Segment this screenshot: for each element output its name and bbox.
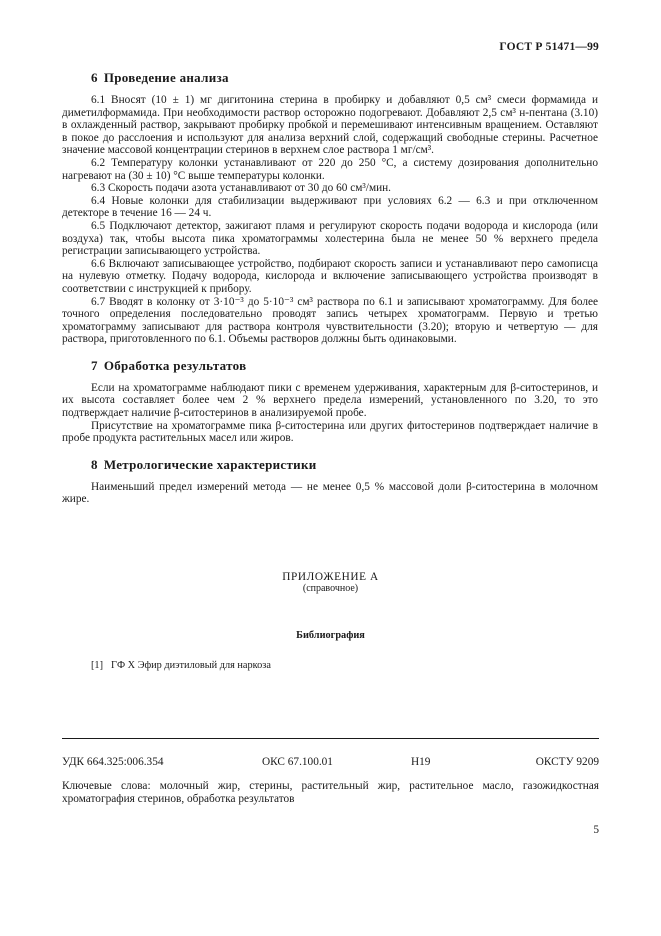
- paragraph-6-7: 6.7 Вводят в колонку от 3·10⁻³ до 5·10⁻³ см³ раствора по 6.1 и записывают хроматограмму. Для более точного определения последовательно проводят запись четырех хроматограмм. Первую и третью хроматограмму записывают для раствора контроля чувствительности (3.20); вторую и четвертую — для раствора, приготовленного по 6.1. Объемы растворов должны быть одинаковыми.: [62, 295, 598, 346]
- spacer: [62, 374, 598, 382]
- standard-header: ГОСТ Р 51471—99: [499, 41, 599, 53]
- paragraph-6-1: 6.1 Вносят (10 ± 1) мг дигитонина стерина в пробирку и добавляют 0,5 см³ смеси формамида и диметилформамида. При необходимости раствор осторожно подогревают. Добавляют 2,5 см³ н-пентана (3.10) в охлажденный раствор, закрывают пробирку пробкой и перемешивают интенсивным вращением. Оставляют в покое до расслоения и используют для анализа верхний слой, содержащий свободные стерины. Расчетное значение массовой концентрации стеринов в верхнем слое раствора 1 мг/см³.: [62, 94, 598, 157]
- paragraph-6-6: 6.6 Включают записывающее устройство, подбирают скорость записи и устанавливают перо самописца на нулевую отметку. Подачу водорода, кислорода и включение записывающего устройства производят в соответствии с инструкцией к прибору.: [62, 257, 598, 295]
- spacer: [62, 473, 598, 481]
- paragraph-7-1: Если на хроматограмме наблюдают пики с временем удерживания, характерным для β-ситостеринов, и их высота составляет более чем 2 % верхнего предела измерений, установленного по 3.20, то это подтверждает наличие β-ситостеринов в анализируемой пробе.: [62, 381, 598, 420]
- bibliography-entry-text: ГФ Х Эфир диэтиловый для наркоза: [111, 660, 271, 671]
- spacer: [62, 445, 598, 457]
- bibliography-entry: [91, 660, 279, 671]
- section-7-title: Обработка результатов: [103, 357, 247, 373]
- section-8-title: Метрологические характеристики: [103, 456, 317, 472]
- section-7-heading: [62, 358, 598, 374]
- oks-code: ОКС 67.100.01: [262, 756, 333, 768]
- appendix-heading: [0, 571, 661, 594]
- spacer: [62, 346, 598, 358]
- section-8-heading: [62, 457, 598, 473]
- section-6-title: Проведение анализа: [103, 70, 229, 85]
- bibliography-title: Библиография: [296, 630, 365, 641]
- section-7-number: 7: [91, 357, 98, 373]
- paragraph-6-2: 6.2 Температуру колонки устанавливают от 220 до 250 °С, а систему дозирования дополнительно нагревают на (30 ± 10) °С выше температуры колонки.: [62, 156, 598, 182]
- paragraph-7-2: Присутствие на хроматограмме пика β-ситостерина или других фитостеринов подтверждает наличие в пробе продукта растительных масел или жиров.: [62, 419, 598, 445]
- spacer: [62, 86, 598, 94]
- paragraph-6-3: 6.3 Скорость подачи азота устанавливают от 30 до 60 см³/мин.: [91, 182, 392, 195]
- udk-code: УДК 664.325:006.354: [62, 756, 164, 768]
- footer-divider: [62, 738, 599, 739]
- section-8-number: 8: [91, 456, 98, 472]
- paragraph-6-4: 6.4 Новые колонки для стабилизации выдерживают при условиях 6.2 — 6.3 и при отключенном детекторе в течение 16 — 24 ч.: [62, 194, 598, 220]
- page-number: 5: [593, 824, 599, 836]
- okstu-code: ОКСТУ 9209: [535, 756, 599, 768]
- section-6-heading: [62, 70, 598, 86]
- group-code: Н19: [411, 756, 431, 768]
- document-body: [62, 70, 598, 506]
- section-6-number: 6: [91, 70, 98, 85]
- appendix-subtitle: (справочное): [302, 583, 359, 594]
- bibliography-entry-number: [1]: [91, 660, 104, 671]
- keywords: Ключевые слова: молочный жир, стерины, растительный жир, растительное масло, газожидкостная хроматография стеринов, обработка результатов: [62, 780, 599, 805]
- paragraph-8-1: Наименьший предел измерений метода — не менее 0,5 % массовой доли β-ситостерина в молочном жире.: [62, 480, 598, 506]
- paragraph-6-5: 6.5 Подключают детектор, зажигают пламя и регулируют скорость подачи водорода и кислорода (или воздуха) так, чтобы высота пика хроматограммы холестерина была не менее 50 % верхнего предела регистрации записывающего устройства.: [62, 219, 598, 258]
- appendix-title: ПРИЛОЖЕНИЕ А: [282, 571, 379, 583]
